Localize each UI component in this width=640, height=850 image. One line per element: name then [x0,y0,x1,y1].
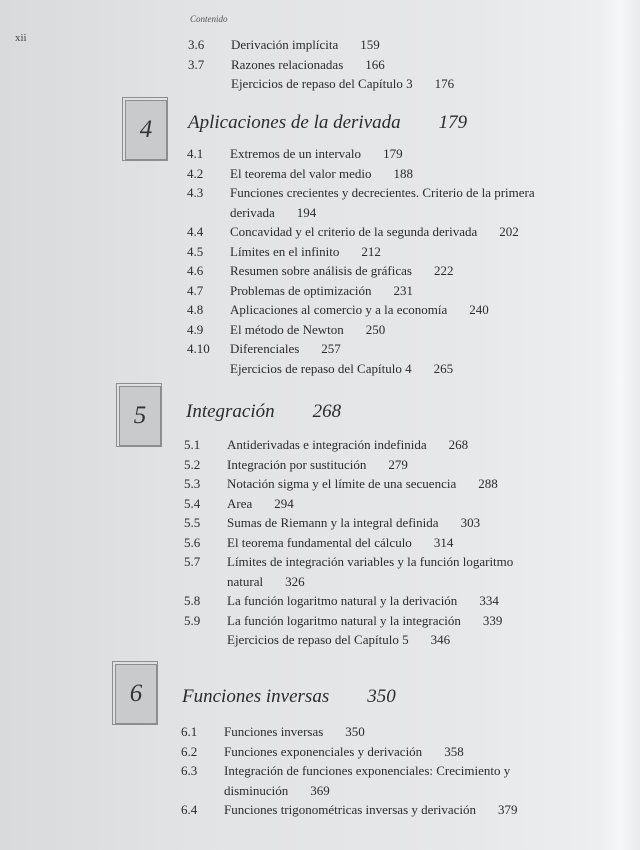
section-list [187,144,577,378]
section-number: 5.6 [184,534,201,550]
section-title: Derivación implícita [231,37,339,52]
section-page: 202 [499,224,519,239]
section-title: Diferenciales [230,341,300,356]
running-head: Contenido [190,14,228,24]
chapter-number-box [116,383,162,447]
section-page: 240 [469,302,489,317]
section-page: 176 [434,76,455,91]
section-number: 6.4 [181,802,198,817]
section-number: 4.3 [187,185,204,200]
toc-entry [187,359,577,379]
section-page: 346 [430,632,451,647]
toc-entry [187,164,577,184]
section-number: 5.2 [184,456,201,472]
section-title: Sumas de Riemann y la integral definida [227,515,439,530]
chapter-title: Integración [186,401,275,422]
section-title: Antiderivadas e integración indefinida [227,437,427,452]
section-page: 314 [433,534,454,550]
section-page: 326 [285,573,305,589]
section-page: 179 [383,146,403,161]
page-number: xii [15,32,27,44]
toc-entry [184,474,554,494]
section-title: Ejercicios de repaso del Capítulo 4 [230,360,412,376]
section-number: 4.2 [187,165,204,181]
toc-entry [187,261,577,281]
section-page: 350 [345,724,365,739]
section-number: 4.1 [187,146,204,161]
chapter-number: 6 [115,664,157,724]
section-title: La función logaritmo natural y la integración [227,612,461,628]
section-number: 4.6 [187,263,204,278]
section-number: 5.3 [184,476,201,491]
toc-entry [187,320,577,340]
section-number: 5.5 [184,515,201,530]
toc-entry [187,281,577,301]
section-title: Funciones exponenciales y derivación [224,743,423,759]
toc-entry [187,183,577,222]
toc-entry [184,552,554,591]
section-page: 279 [388,456,408,472]
section-page: 231 [393,282,414,298]
toc-entry [184,513,554,533]
toc-entry [184,494,554,514]
section-title: El teorema fundamental del cálculo [227,534,412,550]
toc-entry [188,74,578,94]
section-number: 5.8 [184,593,201,608]
section-page: 212 [361,243,381,259]
section-number: 5.1 [184,437,201,452]
section-page: 159 [360,37,380,52]
toc-entry [188,35,578,55]
section-number: 5.7 [184,554,201,569]
section-number: 6.3 [181,763,198,778]
section-title: Concavidad y el criterio de la segunda derivada [230,224,478,239]
section-title: La función logaritmo natural y la derivación [227,593,458,608]
toc-entry [187,242,577,262]
section-page: 194 [296,204,317,220]
section-number: 4.5 [187,243,204,259]
section-number: 3.7 [188,56,205,72]
toc-entry [188,55,578,75]
section-page: 166 [365,56,385,72]
section-list [188,35,578,94]
toc-entry [181,742,561,762]
section-list [184,435,554,650]
section-title: Notación sigma y el límite de una secuencia [227,476,457,491]
section-page: 222 [433,263,454,278]
section-title: Funciones inversas [224,724,324,739]
section-page: 379 [498,802,518,817]
section-page: 268 [448,437,469,452]
toc-entry [181,761,561,800]
section-title: Funciones crecientes y decrecientes. Criterio de la primera derivada [230,185,535,220]
section-number: 4.9 [187,321,204,337]
section-page: 288 [478,476,498,491]
toc-entry [187,300,577,320]
toc-entry [184,455,554,475]
section-page: 358 [444,743,464,759]
section-title: El método de Newton [230,321,344,337]
chapter-page: 268 [312,401,342,422]
toc-entry [187,339,577,359]
section-title: Integración por sustitución [227,456,367,472]
section-title: Ejercicios de repaso del Capítulo 5 [227,632,409,647]
toc-entry [187,144,577,164]
chapter-page: 179 [438,112,468,133]
section-title: Límites de integración variables y la función logaritmo natural [227,554,514,589]
section-page: 257 [321,341,341,356]
section-title: Funciones trigonométricas inversas y derivación [224,802,476,817]
section-title: Ejercicios de repaso del Capítulo 3 [231,76,413,91]
toc-entry [187,222,577,242]
section-number: 6.1 [181,724,198,739]
toc-entry [184,630,554,650]
section-page: 188 [393,165,414,181]
section-number: 5.9 [184,612,201,628]
section-title: El teorema del valor medio [230,165,372,181]
section-number: 4.7 [187,282,204,298]
chapter-number-box [112,661,158,725]
section-page: 369 [310,782,330,798]
section-number: 4.4 [187,224,204,239]
section-title: Problemas de optimización [230,282,372,298]
section-page: 303 [460,515,481,530]
toc-entry [181,800,561,820]
section-title: Area [227,495,253,511]
section-page: 250 [365,321,386,337]
chapter-number: 4 [125,100,167,160]
section-number: 3.6 [188,37,205,52]
toc-entry [184,435,554,455]
section-title: Límites en el infinito [230,243,340,259]
chapter-page: 350 [367,686,396,707]
section-title: Aplicaciones al comercio y a la economía [230,302,448,317]
toc-entry [181,722,561,742]
section-number: 4.8 [187,302,204,317]
chapter-title: Funciones inversas [182,686,330,707]
section-page: 294 [274,495,294,511]
toc-entry [184,591,554,611]
section-number: 5.4 [184,495,201,511]
section-page: 265 [433,360,454,376]
toc-entry [184,611,554,631]
section-page: 339 [482,612,503,628]
chapter-heading [182,686,396,708]
chapter-heading [186,401,341,423]
section-title: Extremos de un intervalo [230,146,362,161]
section-title: Razones relacionadas [231,56,344,72]
section-number: 6.2 [181,743,198,759]
chapter-number-box [122,97,168,161]
section-page: 334 [479,593,499,608]
chapter-title: Aplicaciones de la derivada [188,112,401,133]
toc-entry [184,533,554,553]
chapter-heading [188,112,467,134]
section-list [181,722,561,820]
section-title: Integración de funciones exponenciales: Crecimiento y disminución [224,763,511,798]
section-title: Resumen sobre análisis de gráficas [230,263,412,278]
section-number: 4.10 [187,341,210,356]
chapter-number: 5 [119,386,161,446]
